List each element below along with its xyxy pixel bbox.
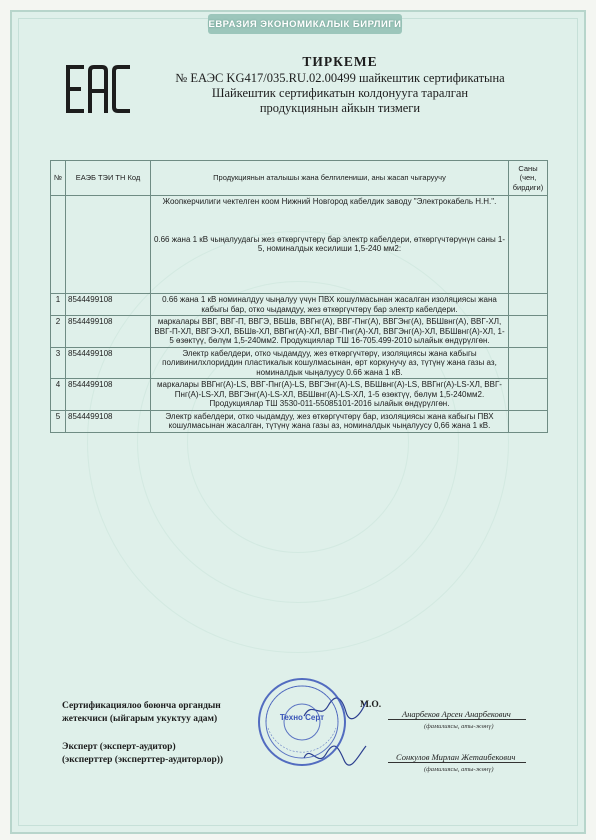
table-row xyxy=(51,316,548,348)
expert-label-line1: Эксперт (эксперт-аудитор) xyxy=(62,742,176,752)
row-code: 8544499108 xyxy=(66,294,151,316)
document-heading xyxy=(150,54,530,116)
row-qty xyxy=(509,410,548,432)
manufacturer-text: Жоопкерчилиги чектелген коом Нижний Новгород кабелдик заводу "Электрокабель Н.Н.". xyxy=(162,197,497,206)
table-row xyxy=(51,410,548,432)
head-name: Анарбеков Арсен Анарбекович xyxy=(402,709,511,719)
union-banner: ЕВРАЗИЯ ЭКОНОМИКАЛЫК БИРЛИГИ xyxy=(208,14,402,34)
row-num: 1 xyxy=(51,294,66,316)
heading-certificate-number: № ЕАЭС KG417/035.RU.02.00499 шайкештик сертификатына xyxy=(175,71,505,85)
product-table xyxy=(50,160,548,433)
header-qty: Саны (чен, бирдиги) xyxy=(509,161,548,196)
header-desc: Продукциянын аталышы жана белгилениши, аны жасап чыгаруучу xyxy=(151,161,509,196)
header-num: № xyxy=(51,161,66,196)
expert-label-line2: (эксперттер (эксперттер-аудиторлор)) xyxy=(62,755,224,765)
row-desc: 0.66 жана 1 кВ номиналдуу чыңалуу үчүн ПВХ кошулмасынан жасалган изоляциясы жана кабыгы бар, отко чыдамдуу, жез өткөргүчтөрү бар электр кабелдери. xyxy=(151,294,509,316)
product-group-text: 0.66 жана 1 кВ чыңалуудагы жез өткөргүчтөрү бар электр кабелдери, өткөргүчтөрүнүн саны 1-5, номиналдык кесилиши 1,5-240 мм2: xyxy=(153,234,506,253)
table-row xyxy=(51,347,548,379)
row-qty xyxy=(509,347,548,379)
heading-subtitle-2: продукциянын айкын тизмеги xyxy=(259,101,421,115)
row-qty xyxy=(509,316,548,348)
table-row xyxy=(51,294,548,316)
head-name-caption: (фамилиясы, аты-жөнү) xyxy=(424,723,494,730)
seal-place-label: М.О. xyxy=(360,700,382,710)
table-header-row xyxy=(51,161,548,196)
header-code: ЕАЭБ ТЭИ ТН Код xyxy=(66,161,151,196)
head-label-line2: жетекчиси (ыйгарым укуктуу адам) xyxy=(62,714,218,724)
row-code: 8544499108 xyxy=(66,410,151,432)
table-preamble-row xyxy=(51,196,548,294)
heading-subtitle: Шайкештик сертификатын колдонууга таралган xyxy=(211,86,469,100)
row-desc: маркалары ВВГнг(А)-LS, ВВГ-Пнг(А)-LS, ВВГЭнг(А)-LS, ВБШвнг(А)-LS, ВВГнг(А)-LS-ХЛ, ВВГ-Пнг(А)-LS-ХЛ, ВВГЭнг(А)-LS-ХЛ, ВБШвнг(А)-LS-ХЛ, 1-5 өзөктүү, бөлүм 1,5-240мм2. Продукциялар ТШ 3530-011-55085101-2016 ылайык өндүрүлгөн. xyxy=(151,379,509,411)
row-desc: маркалары ВВГ, ВВГ-П, ВВГЭ, ВБШв, ВВГнг(А), ВВГ-Пнг(А), ВВГЭнг(А), ВБШвнг(А), ВВГ-ХЛ, ВВГ-П-ХЛ, ВВГЭ-ХЛ, ВБШв-ХЛ, ВВГнг(А)-ХЛ, ВВГ-Пнг(А)-ХЛ, ВВГЭнг(А)-ХЛ, ВБШвнг(А)-ХЛ, 1-5 өзөктүү, бөлүм 1,5-240мм2. Продукциялар ТШ 16-705.499-2010 ылайык өндүрүлгөн. xyxy=(151,316,509,348)
expert-signature-label xyxy=(62,741,223,767)
row-num: 2 xyxy=(51,316,66,348)
row-qty xyxy=(509,379,548,411)
row-desc: Электр кабелдери, отко чыдамдуу, жез өткөргүчтөрү бар, изоляциясы жана кабыгы ПВХ кошулмасынан жасалган, түтүнү жана газы аз, номиналдык чыңалуусу 0,66 жана 1 кВ. xyxy=(151,410,509,432)
row-num: 5 xyxy=(51,410,66,432)
row-num: 3 xyxy=(51,347,66,379)
row-num: 4 xyxy=(51,379,66,411)
row-code: 8544499108 xyxy=(66,316,151,348)
head-label-line1: Сертификациялоо боюнча органдын xyxy=(62,701,221,711)
row-qty xyxy=(509,294,548,316)
stamp-text: Техно Серт xyxy=(279,713,325,722)
expert-signature-line xyxy=(388,762,526,763)
official-stamp-icon xyxy=(256,676,348,768)
preamble-cell xyxy=(151,196,509,294)
table-row xyxy=(51,379,548,411)
expert-name: Сонкулов Мирлан Жетаибекович xyxy=(396,752,516,762)
row-desc: Электр кабелдери, отко чыдамдуу, жез өткөргүчтөрү, изоляциясы жана кабыгы поливинилхлориддин пластикалык кошулмасынан, өрт коркунучу аз, түтүнү жана газы аз, номиналдык чыңалуусу 0.66 жана 1 кВ. xyxy=(151,347,509,379)
heading-title: ТИРКЕМЕ xyxy=(302,54,378,69)
head-signature-label xyxy=(62,700,221,726)
row-code: 8544499108 xyxy=(66,379,151,411)
head-signature-line xyxy=(388,719,526,720)
row-code: 8544499108 xyxy=(66,347,151,379)
eac-logo-icon xyxy=(64,63,132,115)
expert-name-caption: (фамилиясы, аты-жөнү) xyxy=(424,766,494,773)
